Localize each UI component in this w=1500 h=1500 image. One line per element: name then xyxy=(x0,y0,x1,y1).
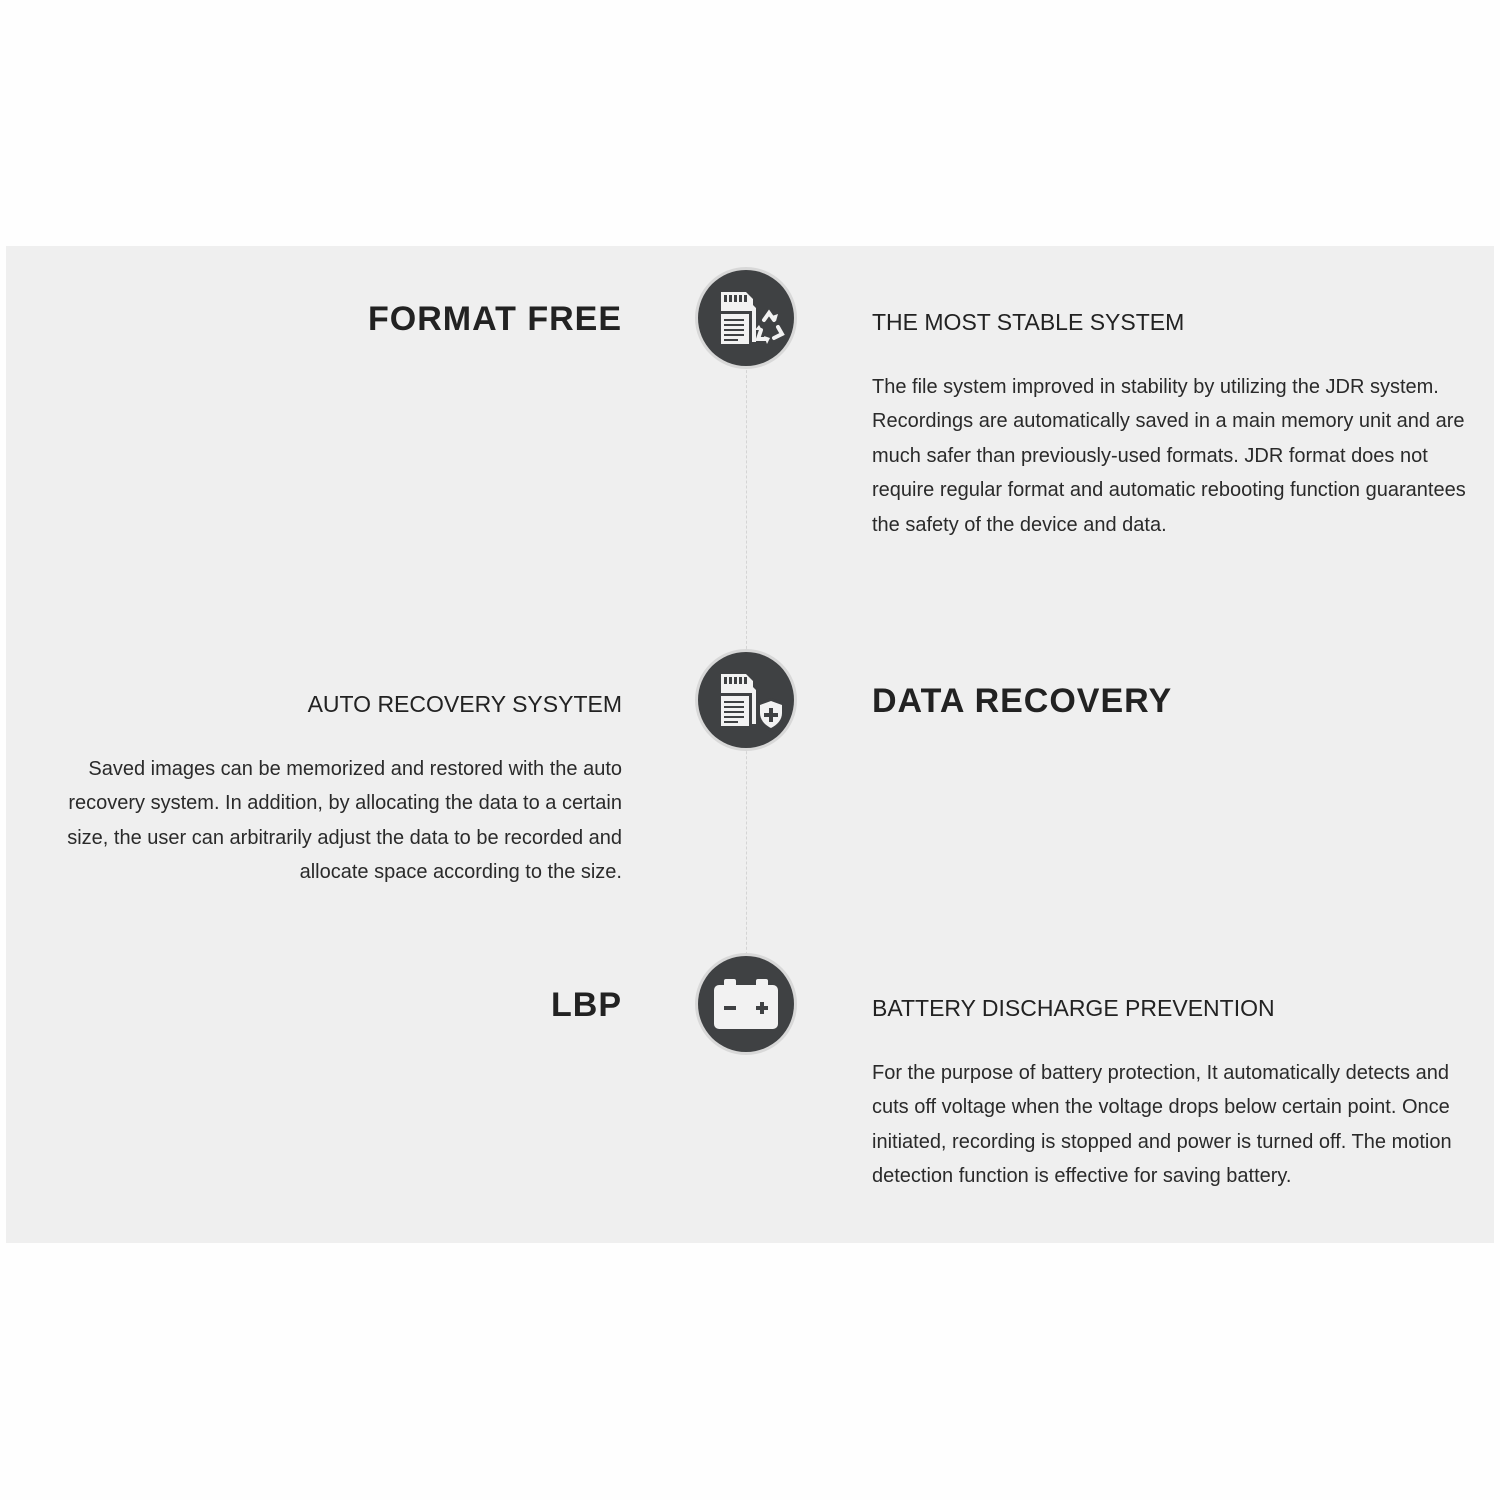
feature-subtitle-battery-discharge: BATTERY DISCHARGE PREVENTION xyxy=(872,995,1275,1021)
feature-title-format-free: FORMAT FREE xyxy=(367,300,622,338)
feature-description-format-free: The file system improved in stability by utilizing the JDR system. Recordings are automatically saved in a main memory unit and are much safer than previously-used formats. JDR format does not require regular format and automatic rebooting function guarantees the safety of the device and data. xyxy=(872,376,1466,536)
sd-card-recycle-icon xyxy=(695,267,797,369)
battery-icon xyxy=(695,953,797,1055)
feature-title-data-recovery: DATA RECOVERY xyxy=(872,682,1173,720)
feature-subtitle-auto-recovery: AUTO RECOVERY SYSYTEM xyxy=(307,691,622,717)
feature-description-lbp: For the purpose of battery protection, It automatically detects and cuts off voltage when the voltage drops below certain point. Once initiated, recording is stopped and power is turned off. The motion detection function is effective for saving battery. xyxy=(872,1062,1452,1188)
sd-card-shield-icon xyxy=(695,649,797,751)
feature-description-data-recovery: Saved images can be memorized and restored with the auto recovery system. In addition, by allocating the data to a certain size, the user can arbitrarily adjust the data to be recorded and allocate space according to the size. xyxy=(67,758,622,884)
feature-title-lbp: LBP xyxy=(551,986,622,1024)
feature-subtitle-stable-system: THE MOST STABLE SYSTEM xyxy=(872,309,1185,335)
